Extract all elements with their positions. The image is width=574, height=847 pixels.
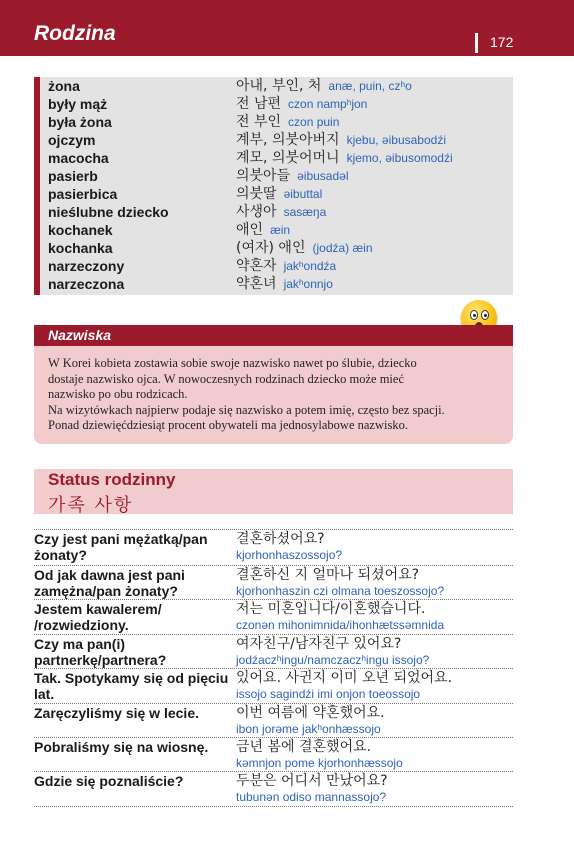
korean-term (236, 239, 373, 257)
vocabulary-row (34, 113, 513, 131)
vocabulary-row (34, 239, 513, 257)
phrase-row (34, 529, 513, 563)
vocabulary-row (34, 131, 513, 149)
korean-text: 약혼자 (236, 258, 277, 274)
emoji-left-eye (470, 310, 478, 320)
page-number: 172 (490, 34, 514, 50)
korean-term (236, 275, 333, 293)
vocabulary-row (34, 275, 513, 293)
transcription: kjebu, əibusabodźi (346, 133, 446, 147)
korean-phrase: 결혼하신 지 얼마나 되셨어요? (236, 567, 420, 583)
transcription: tubunən odiso mannassojo? (236, 790, 387, 804)
section-title: Status rodzinny (48, 470, 176, 489)
note-line: nazwisko po obu rodzicach. (48, 387, 188, 401)
polish-term: narzeczony (48, 258, 125, 274)
transcription: jakʰondźa (283, 259, 337, 273)
phrase-row (34, 668, 513, 702)
transcription: czonən mihonimnida/ihonhætssəmnida (236, 618, 445, 632)
polish-term: nieślubne dziecko (48, 204, 169, 220)
polish-term: pasierbica (48, 186, 118, 202)
korean-text: 사생아 (236, 204, 277, 220)
transcription: æin (270, 223, 291, 237)
korean-phrase: 있어요. 사귄지 이미 오년 되었어요. (236, 670, 453, 686)
korean-phrase: 두분은 어디서 만났어요? (236, 773, 388, 789)
vocabulary-row (34, 95, 513, 113)
note-title: Nazwiska (48, 327, 112, 343)
phrase-row (34, 703, 513, 736)
note-header (34, 325, 513, 346)
transcription: kjorhonhaszin czi olmana toeszossojo? (236, 584, 445, 598)
phrase-row (34, 634, 513, 668)
korean-term (236, 257, 336, 275)
polish-term: pasierb (48, 168, 98, 184)
note-line: Ponad dziewięćdziesiąt procent obywateli ma jednosylabowe nazwisko. (48, 418, 408, 432)
polish-phrase: Tak. Spotykamy się od pięciu lat. (34, 670, 229, 702)
phrase-row (34, 737, 513, 770)
korean-term (236, 167, 348, 185)
emoji-right-eye (481, 310, 489, 320)
transcription: anæ, puin, czʰo (328, 79, 412, 93)
korean-phrase: 여자친구/남자친구 있어요? (236, 636, 402, 652)
polish-phrase: Od jak dawna jest pani zamężna/pan żonaty? (34, 567, 185, 599)
note-line: W Korei kobieta zostawia sobie swoje nazwisko nawet po ślubie, dziecko (48, 356, 417, 370)
transcription: czon puin (288, 115, 340, 129)
page-header (0, 0, 574, 56)
vocabulary-row (34, 221, 513, 239)
transcription: jakʰonnjo (283, 277, 333, 291)
phrase-row (34, 771, 513, 804)
korean-term (236, 131, 446, 149)
section-header-korean (34, 491, 513, 514)
korean-term (236, 221, 290, 239)
transcription: kəmnjon pome kjorhonhæssojo (236, 756, 403, 770)
korean-phrase: 이번 여름에 약혼했어요. (236, 705, 385, 721)
polish-term: kochanek (48, 222, 113, 238)
korean-term (236, 185, 322, 203)
vocabulary-row (34, 149, 513, 167)
korean-phrase: 저는 미혼입니다/이혼했습니다. (236, 601, 426, 617)
polish-term: była żona (48, 114, 112, 130)
korean-text: (여자) 애인 (236, 240, 306, 256)
korean-text: 전 남편 (236, 96, 282, 112)
korean-text: 의붓딸 (236, 186, 277, 202)
chapter-title: Rodzina (34, 22, 116, 45)
polish-term: żona (48, 78, 80, 94)
polish-term: macocha (48, 150, 109, 166)
korean-text: 계부, 의붓아버지 (236, 132, 340, 148)
korean-text: 의붓아들 (236, 168, 291, 184)
transcription: ibon jorəme jakʰonhæssojo (236, 722, 381, 736)
section-header (34, 469, 513, 491)
transcription: jodźaczʰingu/namczaczʰingu issojo? (236, 653, 430, 667)
note-text (48, 356, 508, 434)
header-divider (475, 33, 478, 53)
transcription: kjorhonhaszossojo? (236, 548, 343, 562)
section-title-korean: 가족 사항 (48, 495, 134, 516)
transcription: czon nampʰjon (288, 97, 368, 111)
polish-phrase: Jestem kawalerem/ /rozwiedziony. (34, 601, 162, 633)
korean-term (236, 77, 412, 95)
transcription: əibusadəl (297, 169, 349, 183)
polish-term: kochanka (48, 240, 113, 256)
polish-phrase: Czy ma pan(i) partnerkę/partnera? (34, 636, 167, 668)
transcription: issojo sagindźi imi onjon toeossojo (236, 687, 421, 701)
phrase-list-end-rule (34, 806, 513, 807)
korean-term (236, 149, 453, 167)
korean-text: 약혼녀 (236, 276, 277, 292)
polish-phrase: Czy jest pani mężatką/pan żonaty? (34, 531, 208, 563)
vocabulary-row (34, 167, 513, 185)
transcription: əibuttal (283, 187, 323, 201)
phrase-row (34, 599, 513, 633)
korean-text: 계모, 의붓어머니 (236, 150, 340, 166)
note-line: dostaje nazwisko ojca. W nowoczesnych rodzinach dziecko może mieć (48, 371, 404, 386)
phrase-row (34, 565, 513, 599)
polish-phrase: Gdzie się poznaliście? (34, 773, 184, 789)
vocabulary-table (34, 77, 513, 295)
polish-term: narzeczona (48, 276, 125, 292)
transcription: (jodźa) æin (312, 241, 373, 255)
korean-phrase: 금년 봄에 결혼했어요. (236, 739, 372, 755)
korean-term (236, 95, 367, 113)
polish-term: były mąż (48, 96, 108, 112)
note-line: Na wizytówkach najpierw podaje się nazwisko a potem imię, często bez spacji. (48, 402, 445, 417)
vocabulary-row (34, 257, 513, 275)
vocabulary-row (34, 203, 513, 221)
polish-phrase: Pobraliśmy się na wiosnę. (34, 739, 209, 755)
korean-text: 아내, 부인, 처 (236, 78, 322, 94)
vocabulary-row (34, 77, 513, 95)
transcription: kjemo, əibusomodźi (346, 151, 453, 165)
korean-text: 애인 (236, 222, 264, 238)
vocabulary-row (34, 185, 513, 203)
note-box (34, 325, 513, 444)
korean-term (236, 203, 326, 221)
korean-phrase: 결혼하셨어요? (236, 531, 325, 547)
polish-term: ojczym (48, 132, 96, 148)
transcription: sasæŋa (283, 205, 327, 219)
korean-term (236, 113, 339, 131)
polish-phrase: Zaręczyliśmy się w lecie. (34, 705, 199, 721)
korean-text: 전 부인 (236, 114, 282, 130)
